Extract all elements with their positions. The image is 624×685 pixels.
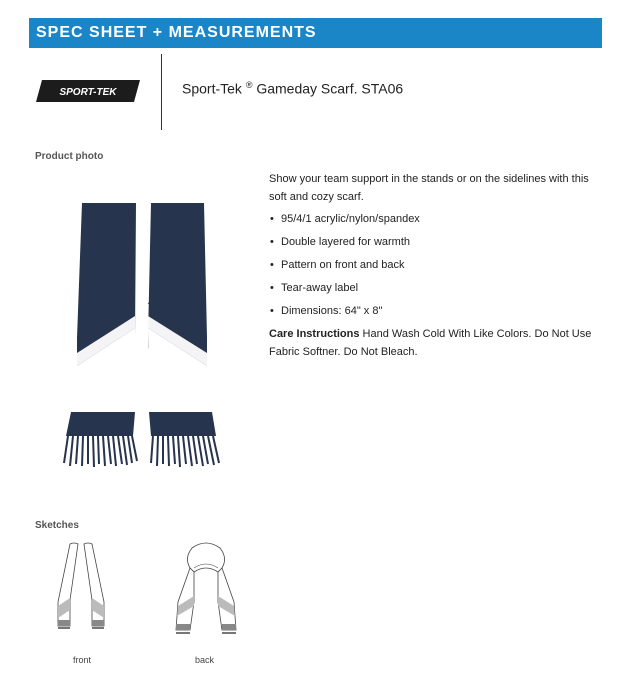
scarf-left-panel	[66, 203, 136, 436]
care-label: Care Instructions	[269, 328, 360, 340]
header-bar	[29, 18, 602, 48]
product-brand: Sport-Tek	[182, 80, 242, 97]
sport-tek-logo	[36, 80, 140, 102]
feature-item: • Dimensions: 64" x 8"	[270, 305, 383, 317]
product-photo-label: Product photo	[35, 151, 104, 162]
feature-item: • Tear-away label	[270, 282, 359, 294]
feature-item: • 95/4/1 acrylic/nylon/spandex	[270, 213, 420, 225]
page-title: SPEC SHEET + MEASUREMENTS	[36, 24, 317, 41]
back-caption: back	[195, 655, 215, 665]
svg-text:SPORT-TEK: SPORT-TEK	[59, 87, 117, 98]
care-text: Hand Wash Cold With Like Colors. Do Not Use Fabric Softner. Do Not Bleach.	[269, 328, 592, 358]
fringe	[64, 436, 219, 467]
care-instructions	[269, 326, 599, 361]
front-sketch	[52, 540, 112, 640]
description-intro: Show your team support in the stands or on the sidelines with this soft and cozy scarf.	[269, 173, 589, 203]
header-divider	[161, 54, 162, 130]
back-sketch	[170, 540, 242, 640]
feature-item: • Double layered for warmth	[270, 236, 411, 248]
scarf-right-panel	[148, 203, 216, 436]
feature-item: • Pattern on front and back	[270, 259, 405, 271]
product-description	[269, 171, 599, 361]
feature-list	[269, 211, 599, 321]
product-name	[182, 80, 403, 97]
product-model: Gameday Scarf. STA06	[256, 80, 404, 97]
sketches-label: Sketches	[35, 520, 79, 531]
product-photo	[56, 198, 232, 473]
registered-mark: ®	[245, 80, 253, 90]
front-caption: front	[73, 655, 92, 665]
